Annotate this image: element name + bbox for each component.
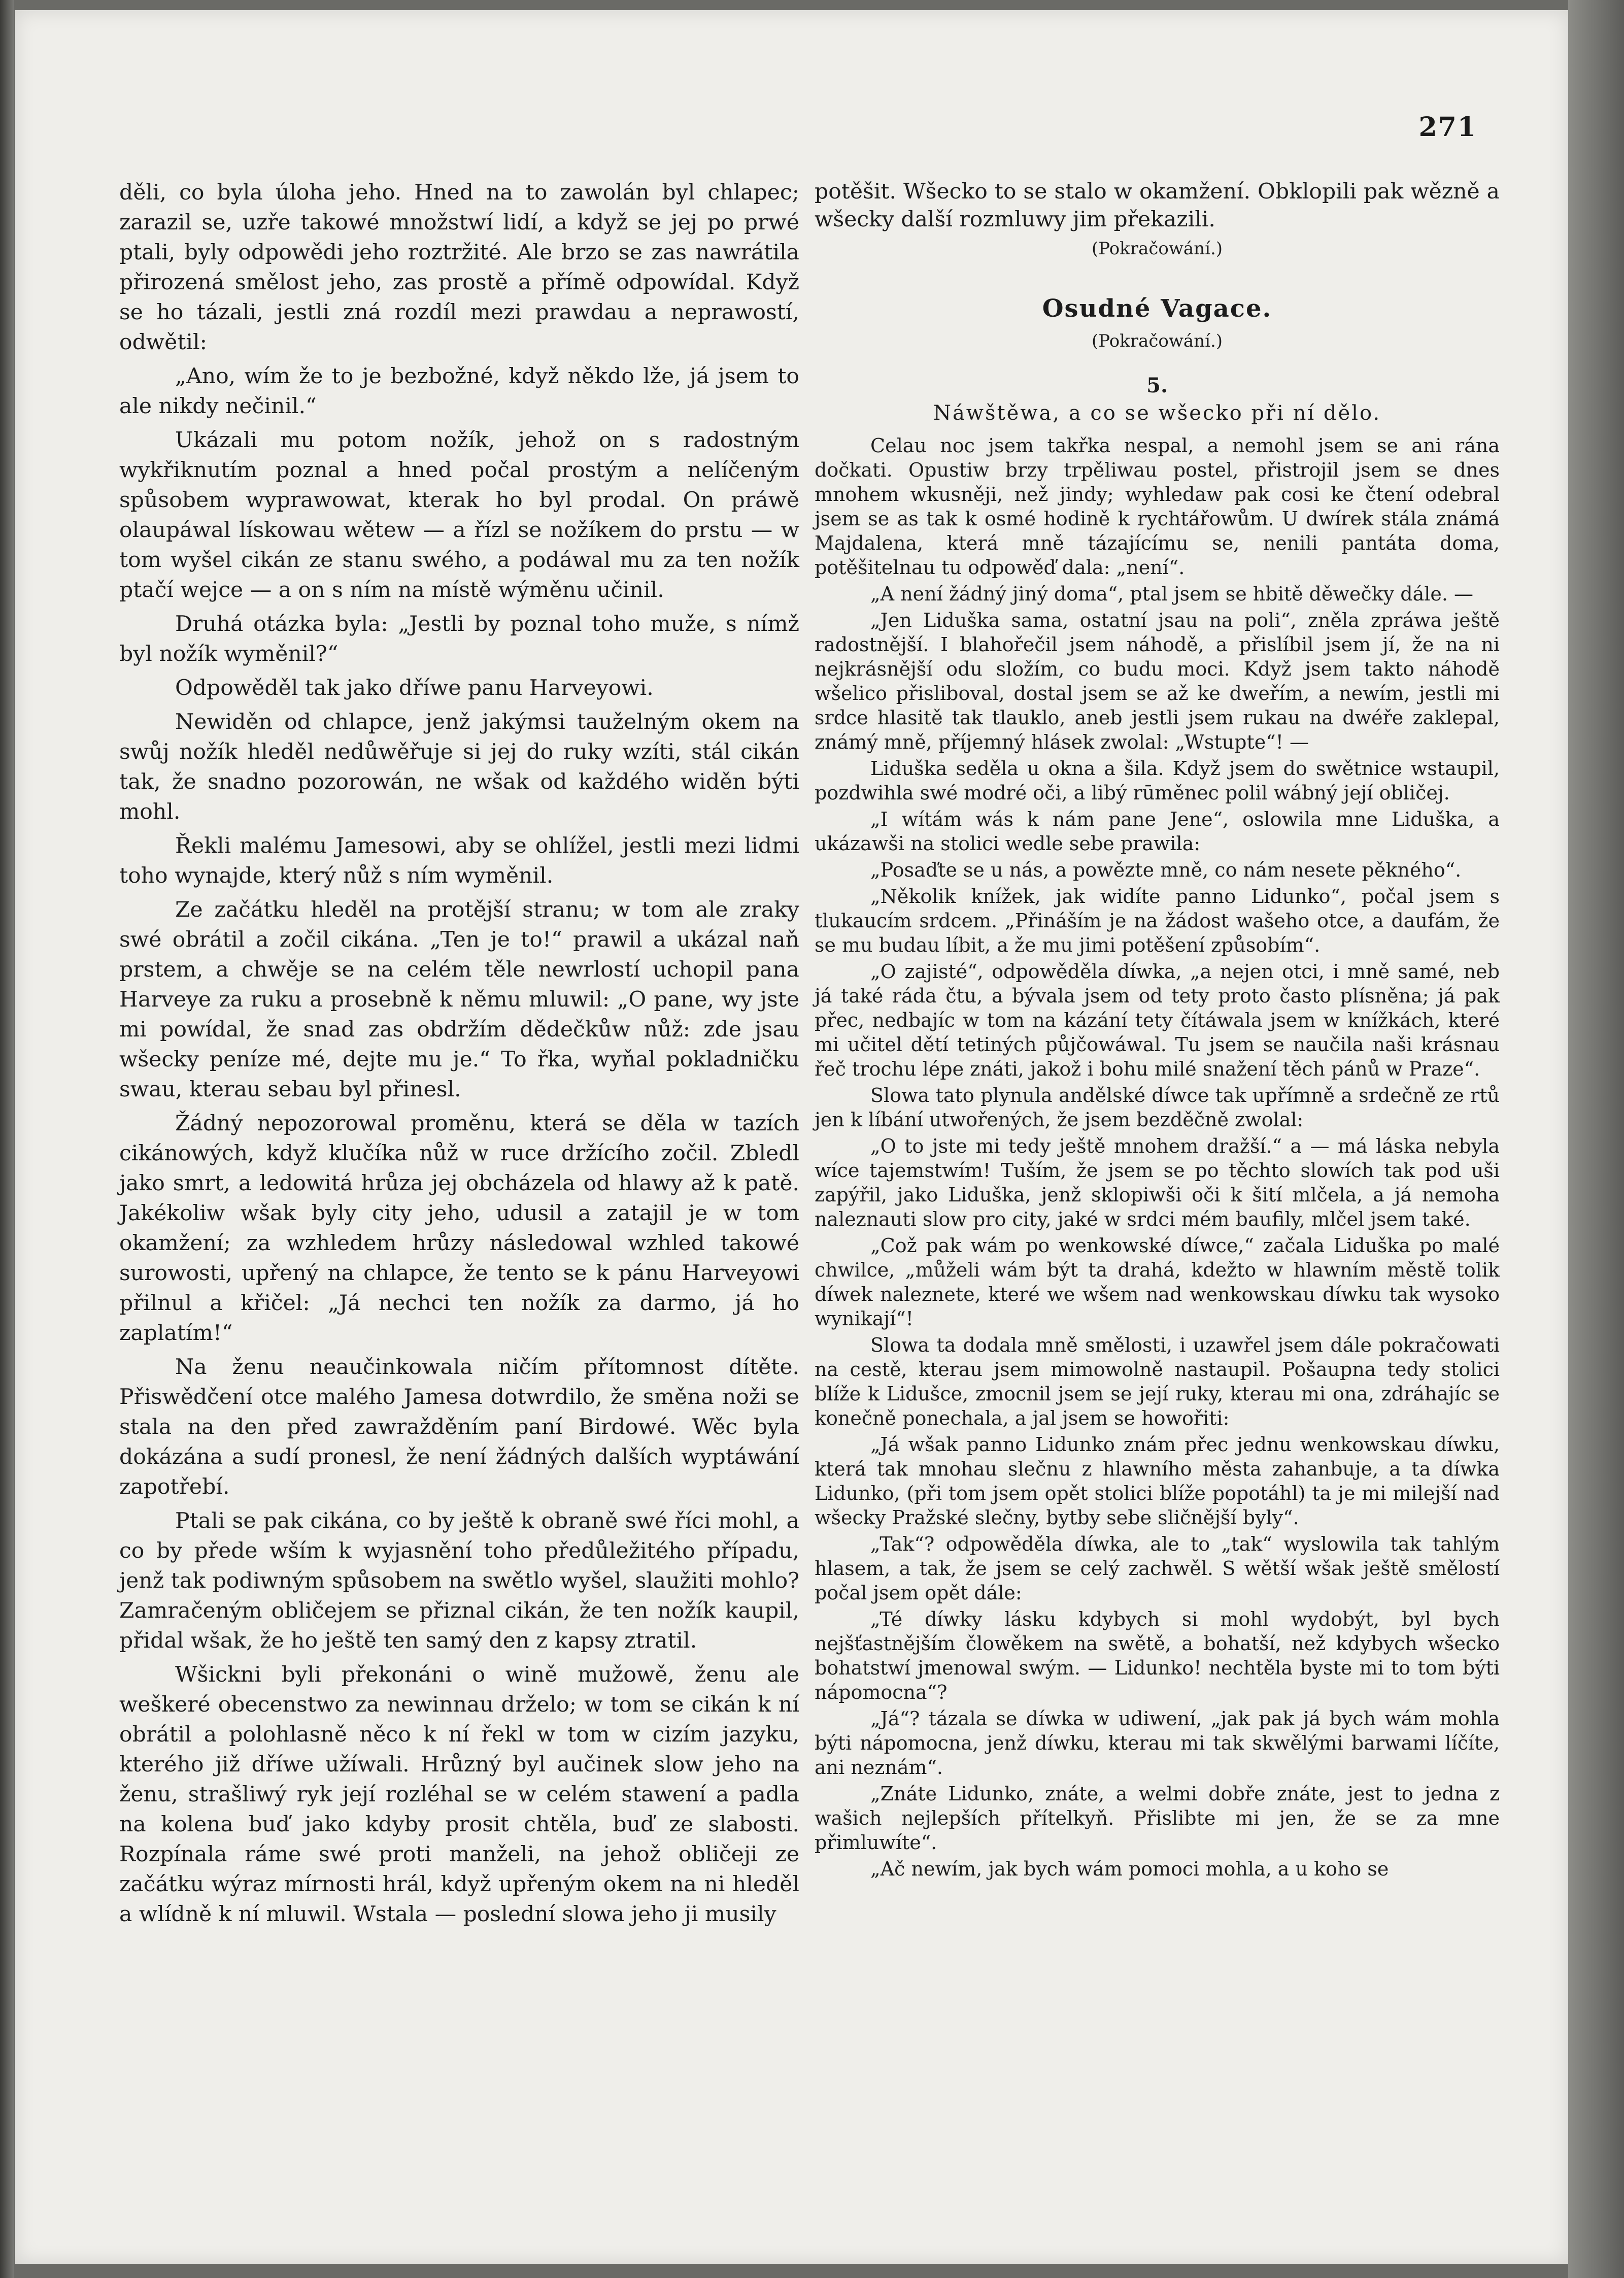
- paragraph: Na ženu neaučinkowala ničím přítomnost dítěte. Přiswědčení otce malého Jamesa dotwrdilo, že směna noži se stala na den před zawražděním paní Birdowé. Wěc byla dokázána a sudí pronesl, že není žádných dalších wyptáwání zapotřebí.: [119, 1355, 799, 1499]
- paragraph: Žádný nepozorowal proměnu, která se děla w tazích cikánowých, když klučíka nůž w ruce držícího zočil. Zbledl jako smrt, a ledowitá hrůza jej obcházela od hlawy až k patě. Jakékoliw wšak byly city jeho, udusil a zatajil je w tom okamžení; za wzhledem hrůzy následowal wzhled takowé surowosti, upřený na chlapce, že tento se k pánu Harveyowi přilnul a křičel: „Já nechci ten nožík za darmo, já ho zaplatím!“: [119, 1111, 799, 1346]
- paragraph: „Já“? tázala se díwka w udiwení, „jak pak já bych wám mohla býti nápomocna, jenž díwku, kterau mi tak skwělými barwami líčíte, ani neznám“.: [815, 1707, 1500, 1779]
- paragraph: „A není žádný jiný doma“, ptal jsem se hbitě děwečky dále. —: [870, 583, 1474, 605]
- paragraph: „Té díwky lásku kdybych si mohl wydobýt, byl bych nejšťastnějším člowěkem na swětě, a bohatší, než kdybych wšecko bohatstwí jmenowal swým. — Lidunko! nechtěla byste mi to tom býti nápomocna“?: [815, 1608, 1500, 1703]
- book-page: [15, 10, 1568, 2264]
- paragraph: Odpowěděl tak jako dříwe panu Harveyowi.: [175, 676, 654, 700]
- chapter-number: 5.: [1146, 374, 1168, 397]
- paragraph: Řekli malému Jamesowi, aby se ohlížel, jestli mezi lidmi toho wynajde, který nůž s ním wyměnil.: [119, 833, 799, 888]
- paragraph: Celau noc jsem takřka nespal, a nemohl jsem se ani rána dočkati. Opustiw brzy trpěliwau postel, přistrojil jsem se dnes mnohem wkusněji, než jindy; wyhledaw pak cosi ke čtení odebral jsem se as tak k osmé hodině k rychtářowům. U dwírek stála známá Majdalena, která mně tázajícímu se, nenili pantáta doma, potěšitelnau tu odpowěď dala: „není“.: [815, 434, 1500, 579]
- right-column: [815, 178, 1500, 1883]
- paragraph: děli, co byla úloha jeho. Hned na to zawolán byl chlapec; zarazil se, uzře takowé množstwí lidí, a když se jej po prwé ptali, byly odpowědi jeho roztržité. Ale brzo se zas nawrátila přirozená smělost jeho, zas prostě a přímě odpowídal. Když se ho tázali, jestli zná rozdíl mezi prawdau a neprawostí, odwětil:: [119, 180, 799, 355]
- paragraph: Druhá otázka byla: „Jestli by poznal toho muže, s nímž byl nožík wyměnil?“: [119, 612, 799, 666]
- paragraph: „Ač newím, jak bych wám pomoci mohla, a u koho se: [870, 1858, 1389, 1880]
- paragraph: Ptali se pak cikána, co by ještě k obraně swé říci mohl, a co by přede wším k wyjasnění toho předůležitého případu, jenž tak podiwným spůsobem na swětlo wyšel, slaužiti mohlo? Zamračeným obličejem se přiznal cikán, že ten nožík kaupil, přidal wšak, že ho ještě ten samý den z kapsy ztratil.: [119, 1509, 799, 1653]
- paragraph: Ukázali mu potom nožík, jehož on s radostným wykřiknutím poznal a hned počal prostým a nelíčeným spůsobem wyprawowat, kterak ho byl prodal. On práwě olaupáwal lískowau wětew — a řízl se nožíkem do prstu — w tom wyšel cikán ze stanu swého, a podáwal mu za ten nožík ptačí wejce — a on s ním na místě wýměnu učinil.: [119, 428, 799, 602]
- continuation-note: (Pokračowání.): [1091, 239, 1223, 259]
- left-column: [119, 178, 799, 1933]
- lead-paragraph: potěšit. Wšecko to se stalo w okamžení. Obklopili pak wězně a wšecky další rozmluwy jim překazili.: [815, 179, 1500, 232]
- paragraph: Newiděn od chlapce, jenž jakýmsi tauželným okem na swůj nožík hleděl nedůwěřuje si jej do ruky wzíti, stál cikán tak, že snadno pozorowán, ne wšak od každého widěn býti mohl.: [119, 710, 799, 824]
- paragraph: „Jen Liduška sama, ostatní jsau na poli“, zněla zpráwa ještě radostnější. I blahořečil jsem náhodě, a přislíbil jsem jí, že na ni nejkrásnější odu složím, co budu moci. Když jsem takto náhodě wšelico přisliboval, dostal jsem se až ke dweřím, a newím, jestli mi srdce hlasitě tak tlauklo, aneb jestli jsem rukau na dwéře zaklepal, známý mně, příjemný hlásek zwolal: „Wstupte“! —: [815, 609, 1500, 753]
- story-subtitle: (Pokračowání.): [1091, 331, 1223, 351]
- paragraph: Slowa tato plynula andělské díwce tak upřímně a srdečně ze rtů jen k líbání utwořených, že jsem bezděčně zwolal:: [815, 1084, 1500, 1131]
- paragraph: „Tak“? odpowěděla díwka, ale to „tak“ wyslowila tak tahlým hlasem, a tak, že jsem se celý zachwěl. S wětší wšak ještě smělostí počal jsem opět dále:: [815, 1533, 1500, 1604]
- chapter-title: Náwštěwa, a co se wšecko při ní dělo.: [933, 401, 1381, 425]
- paragraph: Liduška seděla u okna a šila. Když jsem do swětnice wstaupil, pozdwihla swé modré oči, a libý rūměnec polil wábný její obličej.: [815, 757, 1500, 804]
- paragraph: Ze začátku hleděl na protější stranu; w tom ale zraky swé obrátil a zočil cikána. „Ten je to!“ prawil a ukázal naň prstem, a chwěje se na celém těle newrlostí uchopil pana Harveye za ruku a prosebně k němu mluwil: „O pane, wy jste mi powídal, že snad zas obdržím dědečkůw nůž: zde jsau wšecky peníze mé, dejte mu je.“ To řka, wyňal pokladničku swau, kterau sebau byl přinesl.: [119, 897, 799, 1102]
- paragraph: „Znáte Lidunko, znáte, a welmi dobře znáte, jest to jedna z wašich nejlepších přítelkyň. Přislibte mi jen, že se za mne přimluwíte“.: [815, 1783, 1500, 1854]
- paragraph: „O to jste mi tedy ještě mnohem dražší.“ a — má láska nebyla wíce tajemstwím! Tuším, že jsem se po těchto slowích tak pod uši zapýřil, jako Liduška, jenž sklopiwši oči k šití mlčela, a já nemoha naleznauti slow pro city, jaké w srdci mém baufily, mlčel jsem také.: [815, 1135, 1500, 1230]
- paragraph: Wšickni byli překonáni o wině mužowě, ženu ale weškeré obecenstwo za newinnau drželo; w tom se cikán k ní obrátil a polohlasně něco k ní řekl w tom w cizím jazyku, kterého již dříwe užíwali. Hrůzný byl aučinek slow jeho na ženu, strašliwý ryk její rozléhal se w celém stawení a padla na kolena buď jako kdyby prosit chtěla, buď ze slabosti. Rozpínala ráme swé proti manželi, na jehož obličeji ze začátku wýraz mírnosti hrál, když upřeným okem na ni hleděl a wlídně k ní mluwil. Wstala — poslední slowa jeho ji musily: [119, 1662, 799, 1927]
- story-title: Osudné Vagace.: [1042, 294, 1272, 323]
- paragraph: Slowa ta dodala mně smělosti, i uzawřel jsem dále pokračowati na cestě, kterau jsem mimowolně nastaupil. Pošaupna tedy stolici blíže k Lidušce, zmocnil jsem se její ruky, kterau mi ona, zdráhajíc se konečně ponechala, a jal jsem se howořiti:: [815, 1334, 1500, 1429]
- paragraph: „Já wšak panno Lidunko znám přec jednu wenkowskau díwku, která tak mnohau slečnu z hlawního města zahanbuje, a ta díwka Lidunko, (při tom jsem opět stolici blíže popotáhl) ta je mi milejší nad wšecky Pražské slečny, bytby sebe sličnější byly“.: [815, 1433, 1500, 1529]
- paragraph: „Což pak wám po wenkowské díwce,“ začala Liduška po malé chwilce, „můželi wám být ta drahá, kdežto w hlawním městě tolik díwek naleznete, které we wšem nad wenkowskau díwku tak wysoko wynikají“!: [815, 1234, 1500, 1330]
- binding-shadow: [0, 0, 14, 2278]
- paragraph: „O zajisté“, odpowěděla díwka, „a nejen otci, i mně samé, neb já také ráda čtu, a bývala jsem od tety proto často plísněna; já pak přec, nedbajíc w tom na kázání tety čítáwala jsem w knížkách, které mi učitel dětí tetiných půjčowáwal. Tu jsem se naučila naši krásnau řeč trochu lépe znáti, jakož i bohu milé snažení těch pánů w Praze“.: [815, 960, 1500, 1080]
- page-number: 271: [1418, 112, 1477, 143]
- paragraph: „Posaďte se u nás, a powězte mně, co nám nesete pěkného“.: [870, 859, 1462, 881]
- paragraph: „Několik knížek, jak widíte panno Lidunko“, počal jsem s tlukaucím srdcem. „Přináším je na žádost wašeho otce, a daufám, že se mu budau líbit, a že mu jimi potěšení způsobím“.: [815, 885, 1500, 956]
- paragraph: „Ano, wím že to je bezbožné, když někdo lže, já jsem to ale nikdy nečinil.“: [119, 364, 799, 419]
- paragraph: „I wítám wás k nám pane Jene“, oslowila mne Liduška, a ukázawši na stolici wedle sebe prawila:: [815, 808, 1500, 855]
- scan-edge: [1568, 0, 1624, 2278]
